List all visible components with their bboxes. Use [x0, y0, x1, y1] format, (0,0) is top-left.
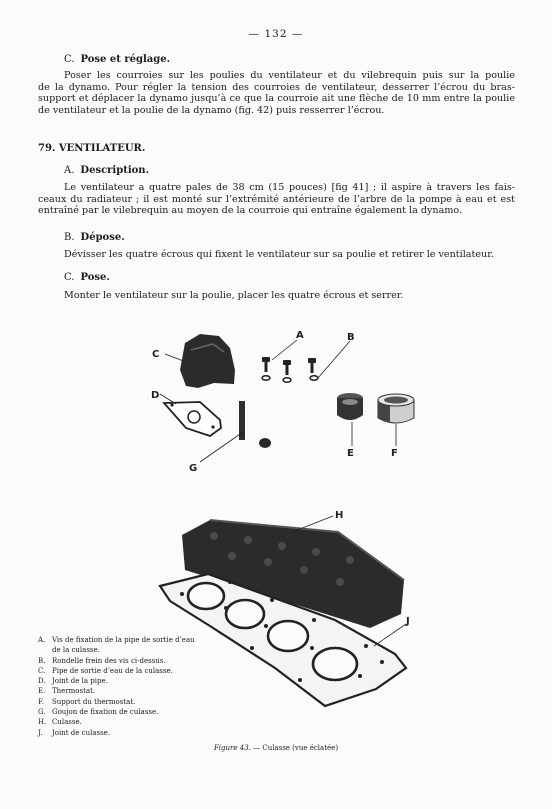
legend-item — [38, 666, 203, 676]
text-line: entraîné par le vilebrequin au moyen de la courroie qui entraîne également la dynamo. — [38, 205, 463, 217]
legend-text: Vis de fixation de la pipe de sortie d’eau de la culasse. — [52, 636, 195, 655]
figure-label-j: J — [406, 616, 410, 627]
paragraph-description — [38, 182, 515, 217]
legend-text: Joint de la pipe. — [52, 677, 108, 686]
outlet-screws-drawing — [262, 357, 318, 382]
section-letter: A. — [64, 165, 75, 176]
text-line: Monter le ventilateur sur la poulie, placer les quatre écrous et serrer. — [64, 290, 404, 301]
paragraph-depose — [64, 249, 519, 261]
text-line: de ventilateur et la poulie de la dynamo (fig. 42) puis resserrer l’écrou. — [38, 105, 385, 117]
text-line: Dévisser les quatre écrous qui fixent le ventilateur sur sa poulie et retirer le ventilateur. — [64, 249, 494, 260]
section-title: Dépose. — [80, 232, 125, 243]
figure-legend — [38, 635, 203, 738]
legend-item — [38, 676, 203, 686]
pipe-gasket-drawing — [164, 402, 221, 436]
legend-key: D. — [38, 677, 46, 686]
text-line: Le ventilateur a quatre pales de 38 cm (15 pouces) [fig 41] ; il aspire à travers les fais- — [64, 182, 515, 193]
section-title: Description. — [80, 165, 150, 176]
legend-key: H. — [38, 718, 47, 727]
section-title: Pose et réglage. — [80, 54, 171, 65]
page-number: — 132 — — [248, 28, 304, 40]
chapter-heading-ventilateur: 79. VENTILATEUR. — [38, 143, 146, 154]
legend-key: E. — [38, 687, 46, 696]
section-heading-depose — [64, 232, 125, 243]
figure-label-f: F — [391, 448, 398, 459]
figure-label-g: G — [189, 463, 198, 474]
figure-label-h: H — [335, 510, 344, 521]
legend-text: Thermostat. — [52, 687, 96, 696]
legend-key: B. — [38, 656, 46, 665]
figure-label-d: D — [151, 390, 160, 401]
paragraph-pose-reglage — [38, 70, 515, 117]
legend-item — [38, 697, 203, 707]
legend-text: Culasse. — [52, 718, 82, 727]
section-letter: C. — [64, 54, 75, 65]
legend-key: G. — [38, 708, 46, 717]
legend-item — [38, 728, 203, 738]
cylinder-head-stud-drawing — [239, 401, 271, 448]
figure-caption-text: — Culasse (vue éclatée) — [253, 744, 339, 752]
section-heading-pose-reglage — [64, 54, 170, 65]
figure-label-e: E — [347, 448, 354, 459]
section-letter: B. — [64, 232, 75, 243]
legend-text: Goujon de fixation de culasse. — [52, 708, 159, 717]
legend-text: Pipe de sortie d’eau de la culasse. — [52, 666, 173, 675]
legend-text: Support du thermostat. — [52, 697, 136, 706]
thermostat-support-drawing — [378, 394, 414, 423]
section-heading-pose — [64, 272, 110, 283]
figure-label-b: B — [347, 332, 355, 343]
text-line: Poser les courroies sur les poulies du ventilateur et du vilebrequin puis sur la poulie — [64, 70, 515, 81]
legend-text: Joint de culasse. — [52, 728, 111, 737]
paragraph-pose — [64, 290, 519, 302]
legend-item — [38, 686, 203, 696]
text-line: support et déplacer la dynamo jusqu’à ce que la courroie ait une flèche de 10 mm entre la poulie — [38, 93, 515, 105]
figure-label-c: C — [152, 349, 160, 360]
figure-caption — [0, 744, 552, 752]
legend-item — [38, 717, 203, 727]
legend-key: J. — [38, 728, 43, 737]
text-line: de la dynamo. Pour régler la tension des courroies de ventilateur, desserrer l’écrou du bras- — [38, 81, 515, 93]
section-letter: C. — [64, 272, 75, 283]
legend-key: A. — [38, 636, 46, 644]
figure-label-a: A — [296, 330, 304, 341]
legend-text: Rondelle frein des vis ci-dessus. — [52, 656, 166, 665]
section-title: Pose. — [80, 272, 110, 283]
legend-item — [38, 707, 203, 717]
legend-item — [38, 635, 203, 656]
legend-key: C. — [38, 666, 46, 675]
figure-number: Figure 43. — [213, 744, 251, 752]
section-heading-description — [64, 165, 149, 176]
legend-item — [38, 656, 203, 666]
thermostat-drawing — [337, 393, 363, 420]
legend-key: F. — [38, 697, 44, 706]
text-line: ceaux du radiateur ; il est monté sur l’extrémité antérieure de l’arbre de la pompe à eau et est — [38, 193, 515, 205]
water-outlet-pipe-drawing — [180, 334, 235, 388]
